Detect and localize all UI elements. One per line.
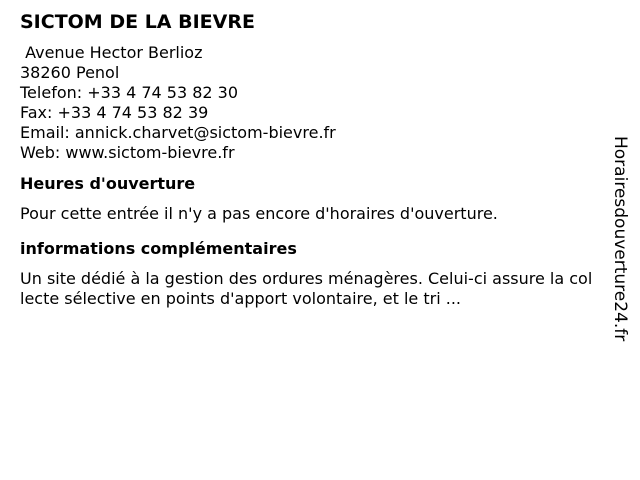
additional-info-text: Un site dédié à la gestion des ordures ménagères. Celui-ci assure la collecte sélective en points d'apport volontaire, et le tri ... <box>20 269 593 308</box>
additional-info-heading: informations complémentaires <box>20 239 297 258</box>
telephone-line[interactable]: Telefon: +33 4 74 53 82 30 <box>20 83 239 102</box>
contact-block <box>20 43 595 163</box>
listing-card <box>20 10 595 309</box>
site-watermark: Horairesdouverture24.fr <box>610 136 630 342</box>
opening-hours-heading: Heures d'ouverture <box>20 174 196 193</box>
address-street: Avenue Hector Berlioz <box>20 43 203 62</box>
opening-hours-text: Pour cette entrée il n'y a pas encore d'horaires d'ouverture. <box>20 204 498 223</box>
email-line[interactable]: Email: annick.charvet@sictom-bievre.fr <box>20 123 336 142</box>
web-line[interactable]: Web: www.sictom-bievre.fr <box>20 143 235 162</box>
address-city: 38260 Penol <box>20 63 120 82</box>
business-name: SICTOM DE LA BIEVRE <box>20 11 255 33</box>
fax-line: Fax: +33 4 74 53 82 39 <box>20 103 209 122</box>
